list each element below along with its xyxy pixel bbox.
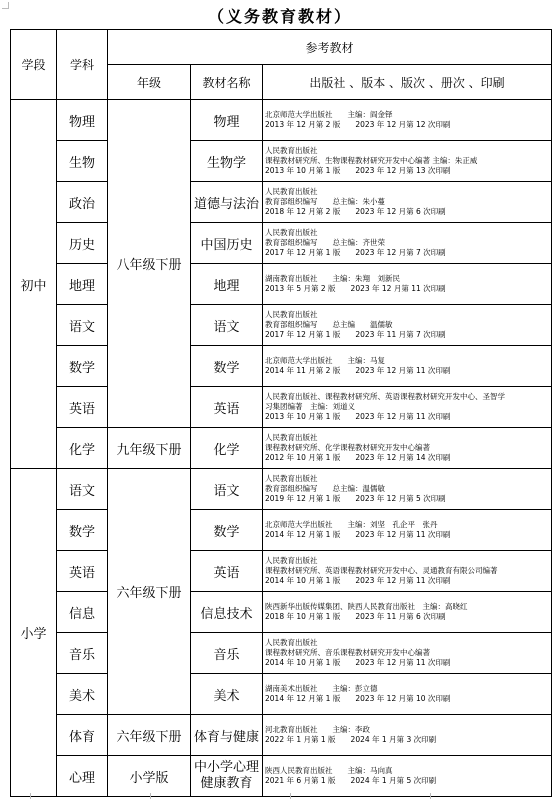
stage-primary: 小学 <box>11 469 57 797</box>
grade-cell: 八年级下册 <box>108 100 191 428</box>
publisher-cell: 河北教育出版社 主编：李政 2022 年 1 月第 1 版 2024 年 1 月第 3 次印刷 <box>263 715 552 756</box>
publisher-cell: 人民教育出版社 教育部组织编写 总主编 温儒敏 2017 年 12 月第 1 版 2023 年 11 月第 7 次印刷 <box>263 305 552 346</box>
grade-cell: 小学版 <box>108 756 191 797</box>
header-book-name: 教材名称 <box>191 65 263 100</box>
table-row <box>11 674 552 715</box>
book-name-cell: 语文 <box>191 469 263 510</box>
header-publisher: 出版社 、版本 、版次 、册次 、印刷 <box>263 65 552 100</box>
table-row <box>11 346 552 387</box>
book-name-cell: 音乐 <box>191 633 263 674</box>
grade-cell: 九年级下册 <box>108 428 191 469</box>
book-name-cell: 地理 <box>191 264 263 305</box>
subject-cell: 政治 <box>57 182 108 223</box>
book-name-cell: 化学 <box>191 428 263 469</box>
publisher-cell: 人民教育出版社、课程教材研究所、英语课程教材研究开发中心、圣智学 习集团编著 主编：刘道义 2013 年 10 月第 1 版 2023 年 12 月第 11 次印刷 <box>263 387 552 428</box>
table-row <box>11 633 552 674</box>
table-row <box>11 141 552 182</box>
subject-cell: 信息 <box>57 592 108 633</box>
publisher-cell: 陕西新华出版传媒集团、陕西人民教育出版社 主编：高晓红 2018 年 10 月第 1 版 2023 年 11 月第 6 次印刷 <box>263 592 552 633</box>
table-row <box>11 428 552 469</box>
page-tick <box>290 793 291 799</box>
book-name-cell: 信息技术 <box>191 592 263 633</box>
header-reference: 参考教材 <box>108 30 552 65</box>
subject-cell: 美术 <box>57 674 108 715</box>
header-stage: 学段 <box>11 30 57 100</box>
page-tick <box>30 793 31 799</box>
book-name-cell: 英语 <box>191 551 263 592</box>
publisher-cell: 陕西人民教育出版社 主编：马向真 2021 年 6 月第 1 版 2024 年 1 月第 5 次印刷 <box>263 756 552 797</box>
page-corner-mark <box>2 2 9 9</box>
table-row <box>11 756 552 797</box>
table-row <box>11 551 552 592</box>
subject-cell: 化学 <box>57 428 108 469</box>
subject-cell: 心理 <box>57 756 108 797</box>
header-subject: 学科 <box>57 30 108 100</box>
subject-cell: 历史 <box>57 223 108 264</box>
subject-cell: 英语 <box>57 387 108 428</box>
table-row <box>11 592 552 633</box>
publisher-cell: 人民教育出版社 教育部组织编写 总主编：温儒敏 2019 年 12 月第 1 版 2023 年 12 月第 5 次印刷 <box>263 469 552 510</box>
table-row <box>11 264 552 305</box>
publisher-cell: 人民教育出版社 教育部组织编写 总主编：齐世荣 2017 年 12 月第 1 版 2023 年 12 月第 7 次印刷 <box>263 223 552 264</box>
publisher-cell: 湖南教育出版社 主编：朱翔 刘新民 2013 年 5 月第 2 版 2023 年 12 月第 11 次印刷 <box>263 264 552 305</box>
page-tick <box>150 793 151 799</box>
publisher-cell: 湖南美术出版社 主编：彭立德 2014 年 12 月第 1 版 2023 年 12 月第 10 次印刷 <box>263 674 552 715</box>
grade-cell: 六年级下册 <box>108 715 191 756</box>
grade-cell: 六年级下册 <box>108 469 191 715</box>
subject-cell: 体育 <box>57 715 108 756</box>
publisher-cell: 北京师范大学出版社 主编：刘坚 孔企平 张丹 2014 年 12 月第 1 版 2023 年 12 月第 11 次印刷 <box>263 510 552 551</box>
book-name-cell: 中小学心理 健康教育 <box>191 756 263 797</box>
publisher-cell: 人民教育出版社 课程教材研究所、化学课程教材研究开发中心编著 2012 年 10 月第 1 版 2023 年 12 月第 14 次印刷 <box>263 428 552 469</box>
textbook-table <box>10 29 552 797</box>
book-name-cell: 道德与法治 <box>191 182 263 223</box>
publisher-cell: 人民教育出版社 课程教材研究所、生物课程教材研究开发中心编著 主编：朱正威 2013 年 10 月第 1 版 2023 年 12 月第 13 次印刷 <box>263 141 552 182</box>
table-row <box>11 223 552 264</box>
subject-cell: 语文 <box>57 305 108 346</box>
book-name-cell: 数学 <box>191 346 263 387</box>
subject-cell: 语文 <box>57 469 108 510</box>
book-name-cell: 中国历史 <box>191 223 263 264</box>
book-name-cell: 美术 <box>191 674 263 715</box>
subject-cell: 生物 <box>57 141 108 182</box>
book-name-cell: 数学 <box>191 510 263 551</box>
book-name-cell: 语文 <box>191 305 263 346</box>
subject-cell: 英语 <box>57 551 108 592</box>
subject-cell: 数学 <box>57 346 108 387</box>
subject-cell: 物理 <box>57 100 108 141</box>
publisher-cell: 人民教育出版社 课程教材研究所、音乐课程教材研究开发中心编著 2014 年 10 月第 1 版 2023 年 12 月第 11 次印刷 <box>263 633 552 674</box>
table-row <box>11 715 552 756</box>
book-name-cell: 英语 <box>191 387 263 428</box>
table-row <box>11 100 552 141</box>
table-row <box>11 510 552 551</box>
book-name-cell: 体育与健康 <box>191 715 263 756</box>
subject-cell: 数学 <box>57 510 108 551</box>
table-row <box>11 469 552 510</box>
table-row <box>11 305 552 346</box>
table-row <box>11 387 552 428</box>
table-row <box>11 182 552 223</box>
book-name-cell: 生物学 <box>191 141 263 182</box>
document-title: （义务教育教材） <box>207 7 352 26</box>
publisher-cell: 北京师范大学出版社 主编：马复 2014 年 11 月第 2 版 2023 年 12 月第 11 次印刷 <box>263 346 552 387</box>
subject-cell: 音乐 <box>57 633 108 674</box>
page-tick <box>430 793 431 799</box>
publisher-cell: 人民教育出版社 课程教材研究所、英语课程教材研究开发中心、灵通教育有限公司编著 2014 年 10 月第 1 版 2023 年 12 月第 11 次印刷 <box>263 551 552 592</box>
publisher-cell: 北京师范大学出版社 主编：阎金铎 2013 年 12 月第 2 版 2023 年 12 月第 12 次印刷 <box>263 100 552 141</box>
stage-junior: 初中 <box>11 100 57 469</box>
publisher-cell: 人民教育出版社 教育部组织编写 总主编：朱小蔓 2018 年 12 月第 2 版 2023 年 12 月第 6 次印刷 <box>263 182 552 223</box>
subject-cell: 地理 <box>57 264 108 305</box>
header-grade: 年级 <box>108 65 191 100</box>
book-name-cell: 物理 <box>191 100 263 141</box>
